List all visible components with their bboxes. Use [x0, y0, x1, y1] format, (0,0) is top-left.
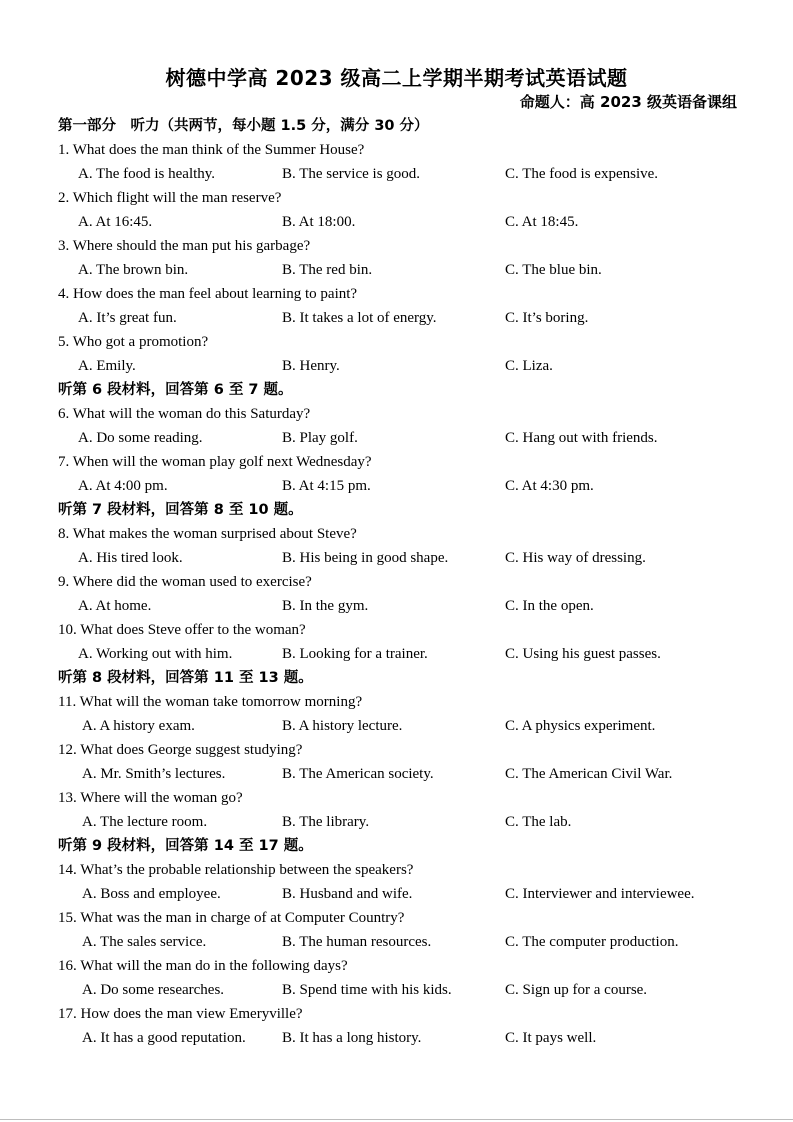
question-4-options — [58, 306, 758, 330]
question-17-option-c: C. It pays well. — [505, 1030, 597, 1046]
question-17-options — [58, 1026, 758, 1050]
section-heading: 第一部分 听力（共两节，每小题 1.5 分，满分 30 分） — [58, 118, 429, 134]
question-15-option-c: C. The computer production. — [505, 934, 679, 950]
question-13-option-c: C. The lab. — [505, 814, 572, 830]
question-9-options — [58, 594, 758, 618]
question-10-option-b: B. Looking for a trainer. — [282, 646, 428, 662]
question-1-options — [58, 162, 758, 186]
question-4-stem: 4. How does the man feel about learning to paint? — [58, 286, 358, 302]
question-3-options — [58, 258, 758, 282]
question-2-option-b: B. At 18:00. — [282, 214, 356, 230]
question-12-option-a: A. Mr. Smith’s lectures. — [82, 766, 226, 782]
question-6-option-a: A. Do some reading. — [78, 430, 203, 446]
question-12-option-c: C. The American Civil War. — [505, 766, 673, 782]
question-12-option-b: B. The American society. — [282, 766, 434, 782]
question-13-option-a: A. The lecture room. — [82, 814, 208, 830]
question-4-option-c: C. It’s boring. — [505, 310, 589, 326]
question-14-stem: 14. What’s the probable relationship between the speakers? — [58, 862, 414, 878]
question-4-option-a: A. It’s great fun. — [78, 310, 177, 326]
question-13-option-b: B. The library. — [282, 814, 370, 830]
question-9-option-b: B. In the gym. — [282, 598, 369, 614]
question-16-options — [58, 978, 758, 1002]
question-8-option-b: B. His being in good shape. — [282, 550, 449, 566]
question-5-option-b: B. Henry. — [282, 358, 340, 374]
exam-title: 树德中学高 2023 级高二上学期半期考试英语试题 — [165, 66, 628, 90]
question-12-options — [58, 762, 758, 786]
question-7-option-c: C. At 4:30 pm. — [505, 478, 594, 494]
question-9-option-a: A. At home. — [78, 598, 152, 614]
question-13-stem: 13. Where will the woman go? — [58, 790, 243, 806]
question-14-option-a: A. Boss and employee. — [82, 886, 221, 902]
group-9-heading: 听第 9 段材料，回答第 14 至 17 题。 — [58, 838, 313, 854]
question-6-option-b: B. Play golf. — [282, 430, 358, 446]
question-3-option-c: C. The blue bin. — [505, 262, 602, 278]
group-8-heading: 听第 8 段材料，回答第 11 至 13 题。 — [58, 670, 313, 686]
question-14-options — [58, 882, 758, 906]
question-14-option-b: B. Husband and wife. — [282, 886, 413, 902]
question-1-stem: 1. What does the man think of the Summer House? — [58, 142, 365, 158]
question-16-stem: 16. What will the man do in the following days? — [58, 958, 348, 974]
question-11-option-c: C. A physics experiment. — [505, 718, 656, 734]
question-9-option-c: C. In the open. — [505, 598, 594, 614]
question-6-stem: 6. What will the woman do this Saturday? — [58, 406, 311, 422]
question-10-stem: 10. What does Steve offer to the woman? — [58, 622, 306, 638]
question-10-option-a: A. Working out with him. — [78, 646, 233, 662]
question-11-options — [58, 714, 758, 738]
question-2-option-c: C. At 18:45. — [505, 214, 579, 230]
question-4-option-b: B. It takes a lot of energy. — [282, 310, 437, 326]
question-1-option-c: C. The food is expensive. — [505, 166, 659, 182]
question-9-stem: 9. Where did the woman used to exercise? — [58, 574, 312, 590]
question-7-option-a: A. At 4:00 pm. — [78, 478, 168, 494]
question-12-stem: 12. What does George suggest studying? — [58, 742, 303, 758]
question-13-options — [58, 810, 758, 834]
question-1-option-b: B. The service is good. — [282, 166, 421, 182]
question-8-stem: 8. What makes the woman surprised about Steve? — [58, 526, 357, 542]
group-6-heading: 听第 6 段材料，回答第 6 至 7 题。 — [58, 382, 293, 398]
question-8-option-c: C. His way of dressing. — [505, 550, 646, 566]
question-7-stem: 7. When will the woman play golf next Wednesday? — [58, 454, 372, 470]
question-15-option-b: B. The human resources. — [282, 934, 432, 950]
question-8-option-a: A. His tired look. — [78, 550, 183, 566]
group-7-heading: 听第 7 段材料，回答第 8 至 10 题。 — [58, 502, 303, 518]
question-16-option-a: A. Do some researches. — [82, 982, 225, 998]
question-2-option-a: A. At 16:45. — [78, 214, 153, 230]
question-17-option-a: A. It has a good reputation. — [82, 1030, 246, 1046]
question-2-options — [58, 210, 758, 234]
listening-section — [58, 114, 758, 1050]
question-6-options — [58, 426, 758, 450]
question-1-option-a: A. The food is healthy. — [78, 166, 216, 182]
question-17-option-b: B. It has a long history. — [282, 1030, 422, 1046]
question-7-options — [58, 474, 758, 498]
question-16-option-b: B. Spend time with his kids. — [282, 982, 452, 998]
question-5-options — [58, 354, 758, 378]
question-5-option-a: A. Emily. — [78, 358, 136, 374]
question-15-option-a: A. The sales service. — [82, 934, 207, 950]
question-11-option-b: B. A history lecture. — [282, 718, 403, 734]
page-bottom-divider — [0, 1119, 793, 1120]
question-11-option-a: A. A history exam. — [82, 718, 195, 734]
question-3-option-a: A. The brown bin. — [78, 262, 189, 278]
question-6-option-c: C. Hang out with friends. — [505, 430, 658, 446]
exam-author: 命题人：高 2023 级英语备课组 — [519, 93, 737, 111]
question-7-option-b: B. At 4:15 pm. — [282, 478, 371, 494]
question-10-options — [58, 642, 758, 666]
question-17-stem: 17. How does the man view Emeryville? — [58, 1006, 303, 1022]
question-15-options — [58, 930, 758, 954]
question-8-options — [58, 546, 758, 570]
question-3-stem: 3. Where should the man put his garbage? — [58, 238, 311, 254]
question-2-stem: 2. Which flight will the man reserve? — [58, 190, 282, 206]
question-11-stem: 11. What will the woman take tomorrow morning? — [58, 694, 363, 710]
question-5-option-c: C. Liza. — [505, 358, 553, 374]
question-14-option-c: C. Interviewer and interviewee. — [505, 886, 695, 902]
question-3-option-b: B. The red bin. — [282, 262, 373, 278]
question-5-stem: 5. Who got a promotion? — [58, 334, 209, 350]
question-10-option-c: C. Using his guest passes. — [505, 646, 661, 662]
question-16-option-c: C. Sign up for a course. — [505, 982, 648, 998]
question-15-stem: 15. What was the man in charge of at Computer Country? — [58, 910, 405, 926]
